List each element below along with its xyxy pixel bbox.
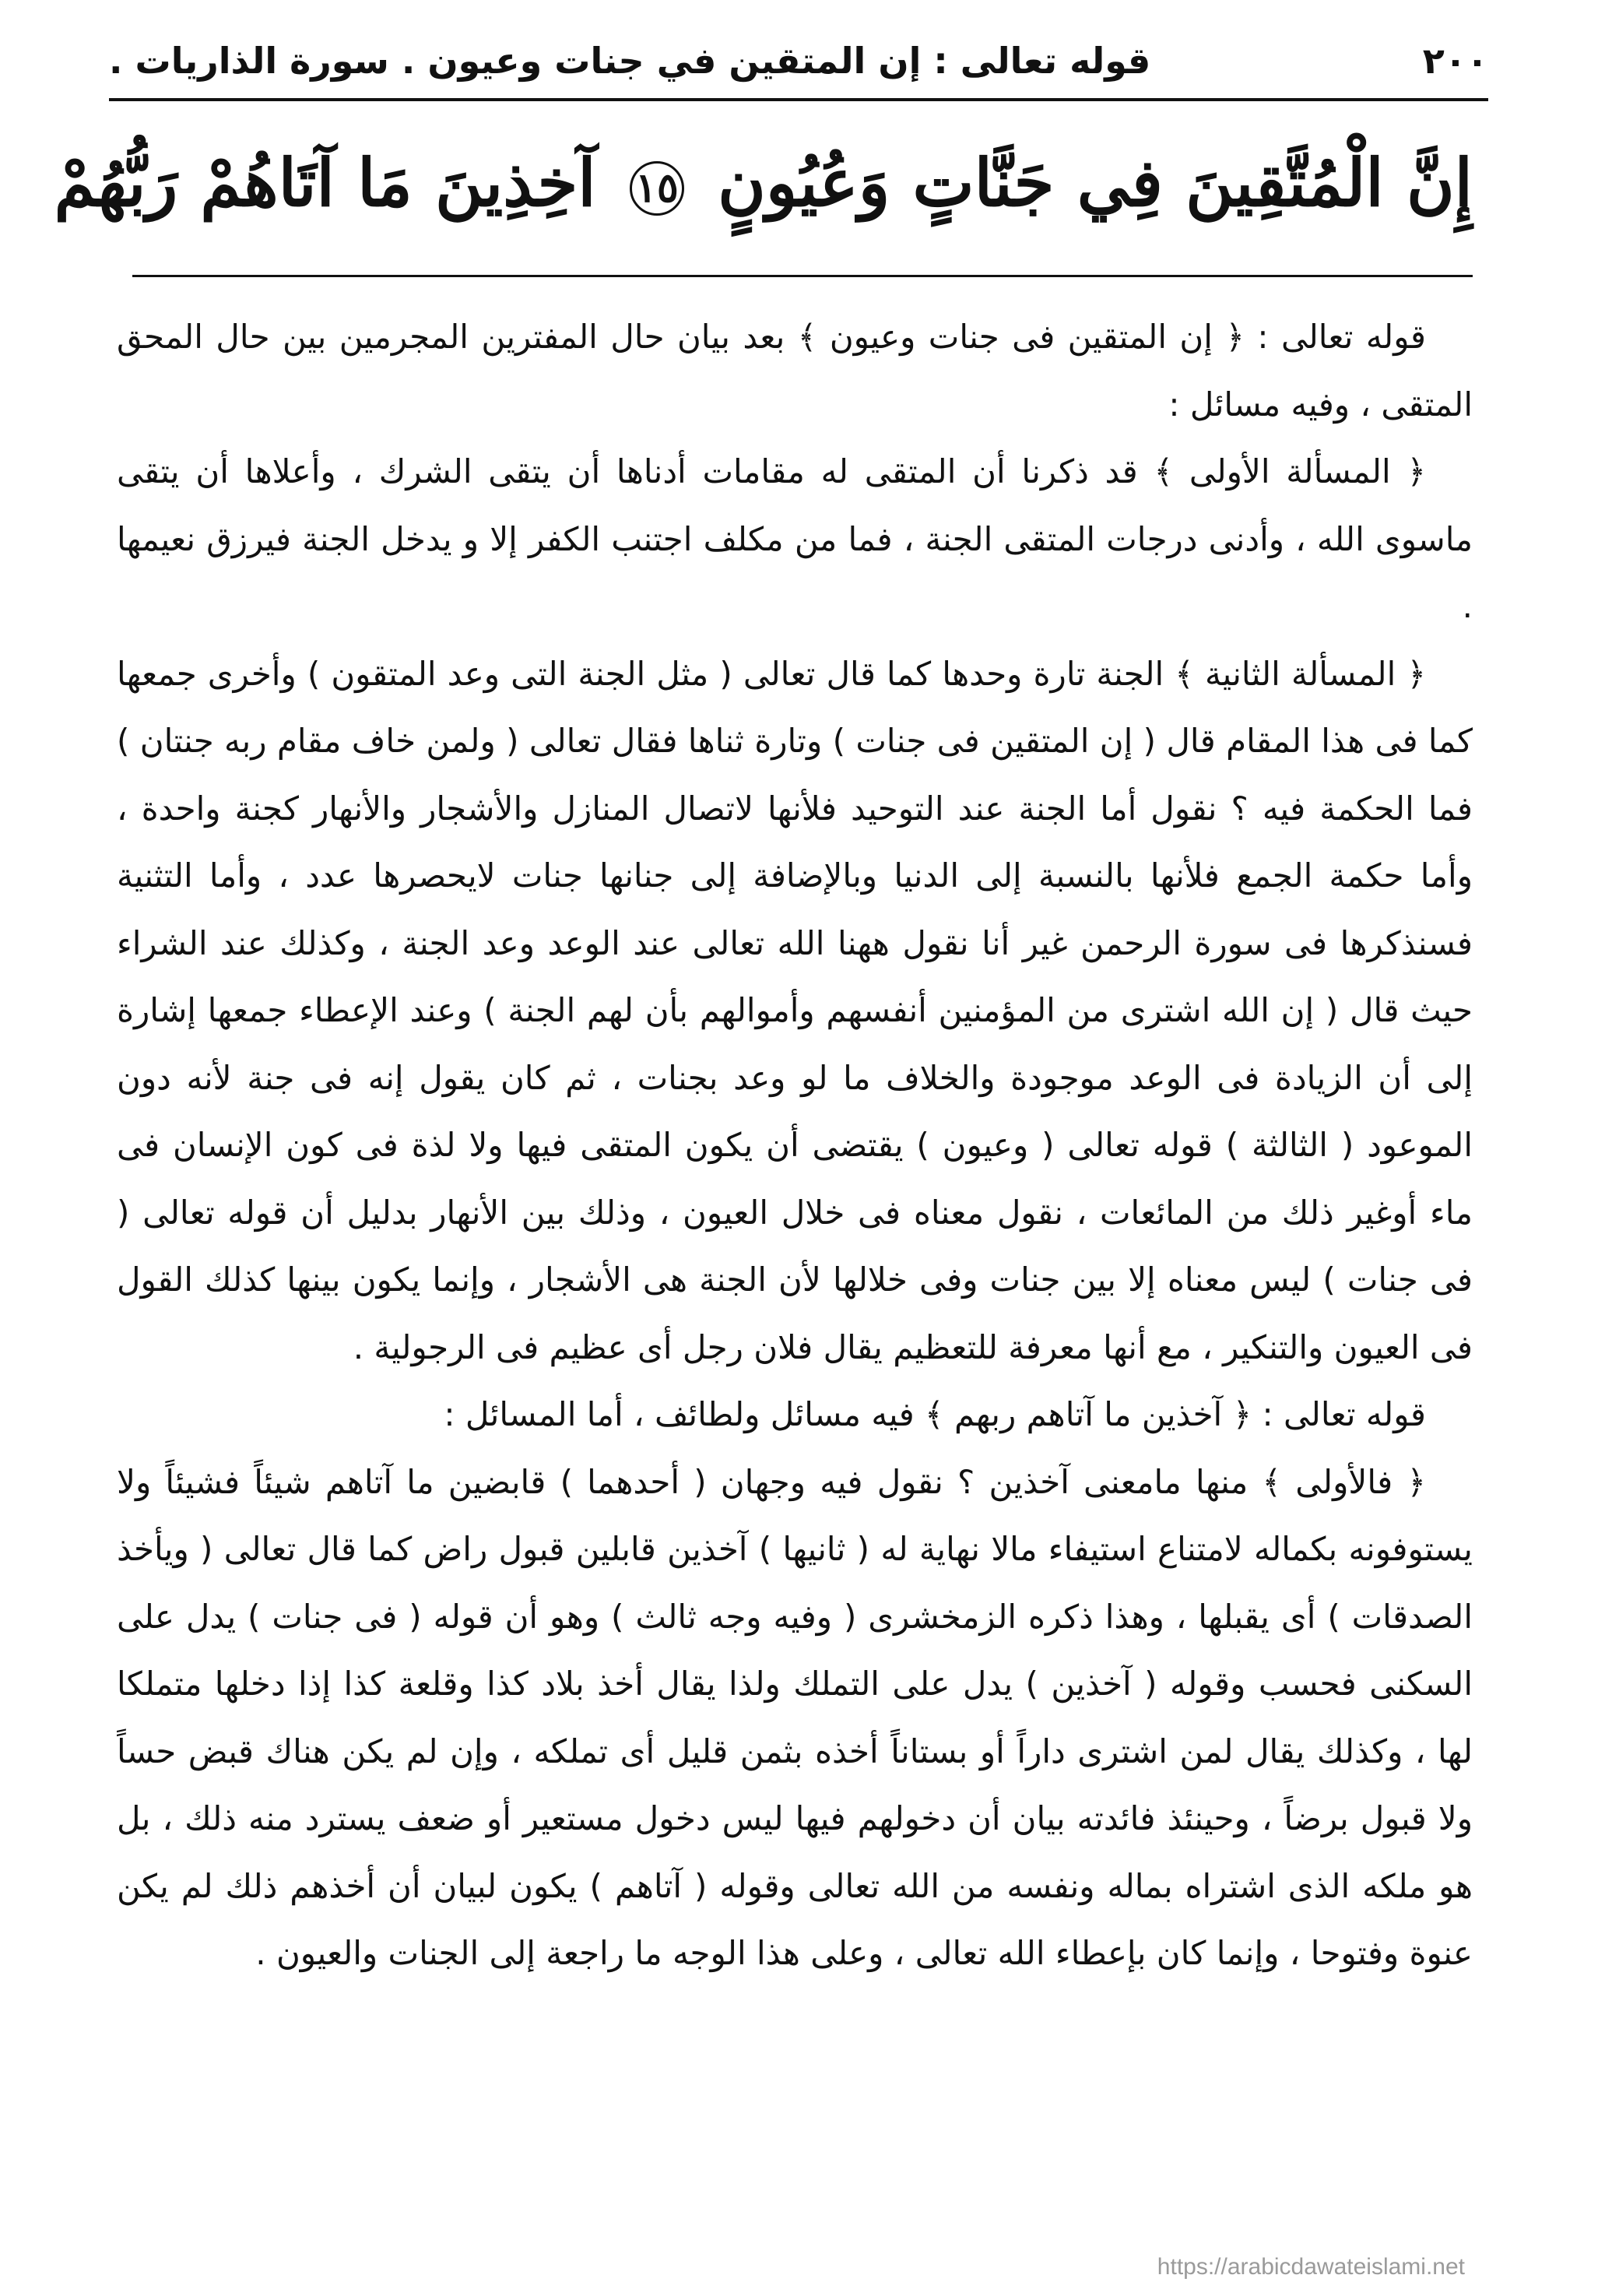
running-title: قوله تعالى : إن المتقين في جنات وعيون . سورة الذاريات .	[109, 40, 1151, 82]
quran-verse	[54, 125, 1473, 241]
verse-text-part1: إِنَّ الْمُتَّقِينَ فِي جَنَّاتٍ وَعُيُونٍ	[718, 144, 1473, 221]
paragraph-issue-1: ﴿ المسألة الأولى ﴾ قد ذكرنا أن المتقى له مقامات أدناها أن يتقى الشرك ، وأعلاها أن يتقى ماسوى الله ، وأدنى درجات المتقى الجنة ، فما من مكلف اجتنب الكفر إلا و يدخل الجنة فيرزق نعيمها .	[117, 452, 1473, 625]
commentary-body	[117, 304, 1473, 2249]
paragraph-first-issue: ﴿ فالأولى ﴾ منها مامعنى آخذين ؟ نقول فيه وجهان ( أحدهما ) قابضين ما آتاهم شيئاً فشيئاً ولا يستوفونه بكماله لامتناع استيفاء مالا نهاية له ( ثانيها ) آخذين قابلين قبول راض كما قال تعالى ( ويأخذ الصدقات ) أى يقبلها ، وهذا ذكره الزمخشرى ( وفيه وجه ثالث ) وهو أن قوله ( فى جنات ) يدل على السكنى فحسب وقوله ( آخذين ) يدل على التملك ولذا يقال أخذ بلاد كذا وقلعة كذا إذا دخلها متملكا لها ، وكذلك يقال لمن اشترى داراً أو بستاناً أخذه بثمن قليل أى تملكه ، وإن لم يكن هناك قبض حساً ولا قبول برضاً ، وحينئذ فائدته بيان أن دخولهم فيها ليس دخول مستعير أو ضعف يسترد منه ذلك ، بل هو ملكه الذى اشتراه بماله ونفسه من الله تعالى وقوله ( آتاهم ) يكون لبيان أن أخذهم ذلك لم يكن عنوة وفتوحا ، وإنما كان بإعطاء الله تعالى ، وعلى هذا الوجه ما راجعة إلى الجنات والعيون .	[117, 1462, 1473, 1972]
watermark-url: https://arabicdawateislami.net	[1157, 2254, 1465, 2280]
paragraph-verse-2-intro: قوله تعالى : ﴿ آخذين ما آتاهم ربهم ﴾ فيه مسائل ولطائف ، أما المسائل :	[444, 1395, 1426, 1433]
page-header	[109, 30, 1488, 92]
page-number: ٢٠٠	[1422, 40, 1488, 82]
verse-divider	[132, 275, 1473, 277]
paragraph-issue-2: ﴿ المسألة الثانية ﴾ الجنة تارة وحدها كما قال تعالى ( مثل الجنة التى وعد المتقون ) وأخرى جمعها كما فى هذا المقام قال ( إن المتقين فى جنات ) وتارة ثناها فقال تعالى ( ولمن خاف مقام ربه جنتان ) فما الحكمة فيه ؟ نقول أما الجنة عند التوحيد فلأنها لاتصال المنازل والأشجار والأنهار كجنة واحدة ، وأما حكمة الجمع فلأنها بالنسبة إلى الدنيا وبالإضافة إلى جنانها جنات لايحصرها عدد ، وأما التثنية فسنذكرها فى سورة الرحمن غير أنا نقول ههنا الله تعالى عند الوعد وعد الجنة ، وكذلك عند الشراء حيث قال ( إن الله اشترى من المؤمنين أنفسهم وأموالهم بأن لهم الجنة ) وعند الإعطاء جمعها إشارة إلى أن الزيادة فى الوعد موجودة والخلاف ما لو وعد بجنات ، ثم كان يقول إنه فى جنة لأنه دون الموعود ( الثالثة ) قوله تعالى ( وعيون ) يقتضى أن يكون المتقى فيها ولا لذة فى كون الإنسان فى ماء أوغير ذلك من المائعات ، نقول معناه فى خلال العيون ، وذلك بين الأنهار بدليل أن قوله تعالى ( فى جنات ) ليس معناه إلا بين جنات وفى خلالها لأن الجنة هى الأشجار ، وإنما يكون بينها كذلك القول فى العيون والتنكير ، مع أنها معرفة للتعظيم يقال فلان رجل أى عظيم فى الرجولية .	[117, 654, 1473, 1366]
ayah-number-marker: ١٥	[630, 161, 684, 216]
header-divider	[109, 98, 1488, 101]
paragraph-intro: قوله تعالى : ﴿ إن المتقين فى جنات وعيون ﴾ بعد بيان حال المفترين المجرمين بين حال المحق المتقى ، وفيه مسائل :	[117, 318, 1473, 424]
verse-text-part2: آخِذِينَ مَا آتَاهُمْ رَبُّهُمْ	[54, 144, 596, 221]
